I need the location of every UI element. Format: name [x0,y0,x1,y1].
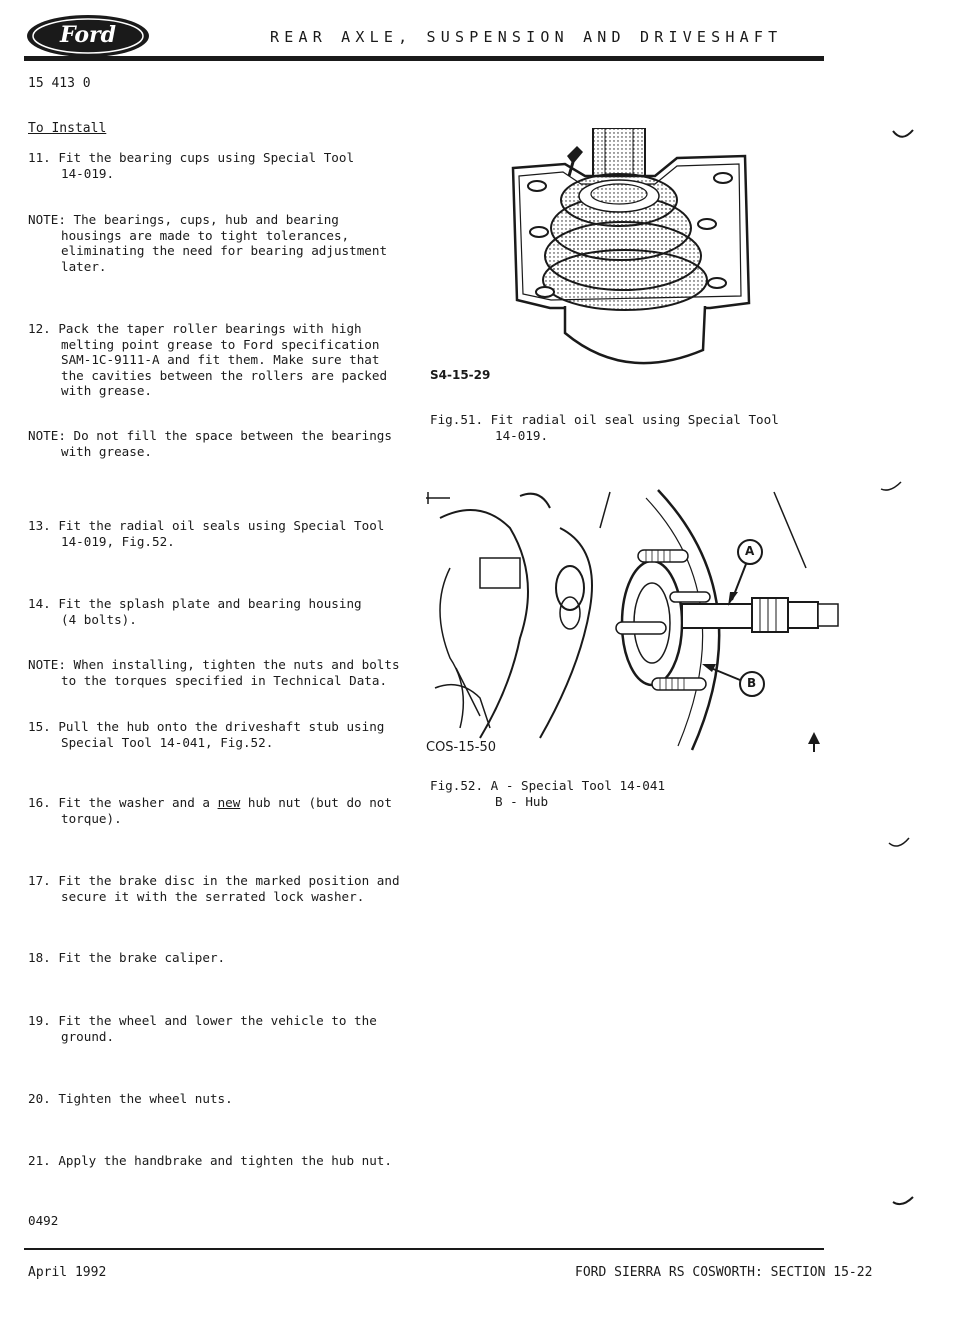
figure-52-caption: Fig.52. A - Special Tool 14-041 B - Hub [430,778,666,809]
figure-51-illustration [430,128,760,388]
header-rule [24,56,824,61]
callout-a-label: A [745,544,755,558]
footer-section: FORD SIERRA RS COSWORTH: SECTION 15-22 [575,1265,873,1280]
step-15: 15. Pull the hub onto the driveshaft stub using Special Tool 14-041, Fig.52. [28,719,385,750]
figure-51-caption: Fig.51. Fit radial oil seal using Special Tool 14-019. [430,412,779,443]
step-17: 17. Fit the brake disc in the marked position and secure it with the serrated lock washer. [28,873,400,904]
note-torques: NOTE: When installing, tighten the nuts and bolts to the torques specified in Technical Data. [28,657,400,688]
ford-logo [26,14,150,58]
document-code: 15 413 0 [28,76,91,91]
figure-52-illustration [420,488,840,758]
margin-tick-4 [892,1195,914,1214]
step-18: 18. Fit the brake caliper. [28,950,226,965]
step-13: 13. Fit the radial oil seals using Special Tool 14-019, Fig.52. [28,518,385,549]
step-20: 20. Tighten the wheel nuts. [28,1091,233,1106]
step-16: 16. Fit the washer and a new hub nut (but do not torque). [28,795,392,826]
margin-tick-1 [892,128,914,147]
ford-logo-text: Ford [59,22,117,48]
note-grease-space: NOTE: Do not fill the space between the bearings with grease. [28,428,392,459]
figure-51-image-label: S4-15-29 [430,368,491,382]
margin-tick-3 [888,836,910,855]
step-12: 12. Pack the taper roller bearings with high melting point grease to Ford specification SAM-1C-9111-A and fit them. Make sure that the cavities between the rollers are packed with grease. [28,321,388,398]
step-14: 14. Fit the splash plate and bearing housing (4 bolts). [28,596,362,627]
callout-b-label: B [747,676,757,690]
section-heading: To Install [28,121,107,136]
underlined-new: new [217,795,241,810]
document-number: 0492 [28,1213,59,1228]
margin-tick-2 [880,480,902,499]
footer-date: April 1992 [28,1265,107,1280]
figure-52-image-label: COS-15-50 [426,740,497,755]
note-bearing-tolerances: NOTE: The bearings, cups, hub and bearing housings are made to tight tolerances, eliminating the need for bearing adjustment later. [28,212,388,274]
step-21: 21. Apply the handbrake and tighten the hub nut. [28,1153,392,1168]
footer-rule [24,1248,824,1250]
page-header-title: REAR AXLE, SUSPENSION AND DRIVESHAFT [270,28,783,46]
step-11: 11. Fit the bearing cups using Special Tool 14-019. [28,150,355,181]
step-19: 19. Fit the wheel and lower the vehicle to the ground. [28,1013,377,1044]
